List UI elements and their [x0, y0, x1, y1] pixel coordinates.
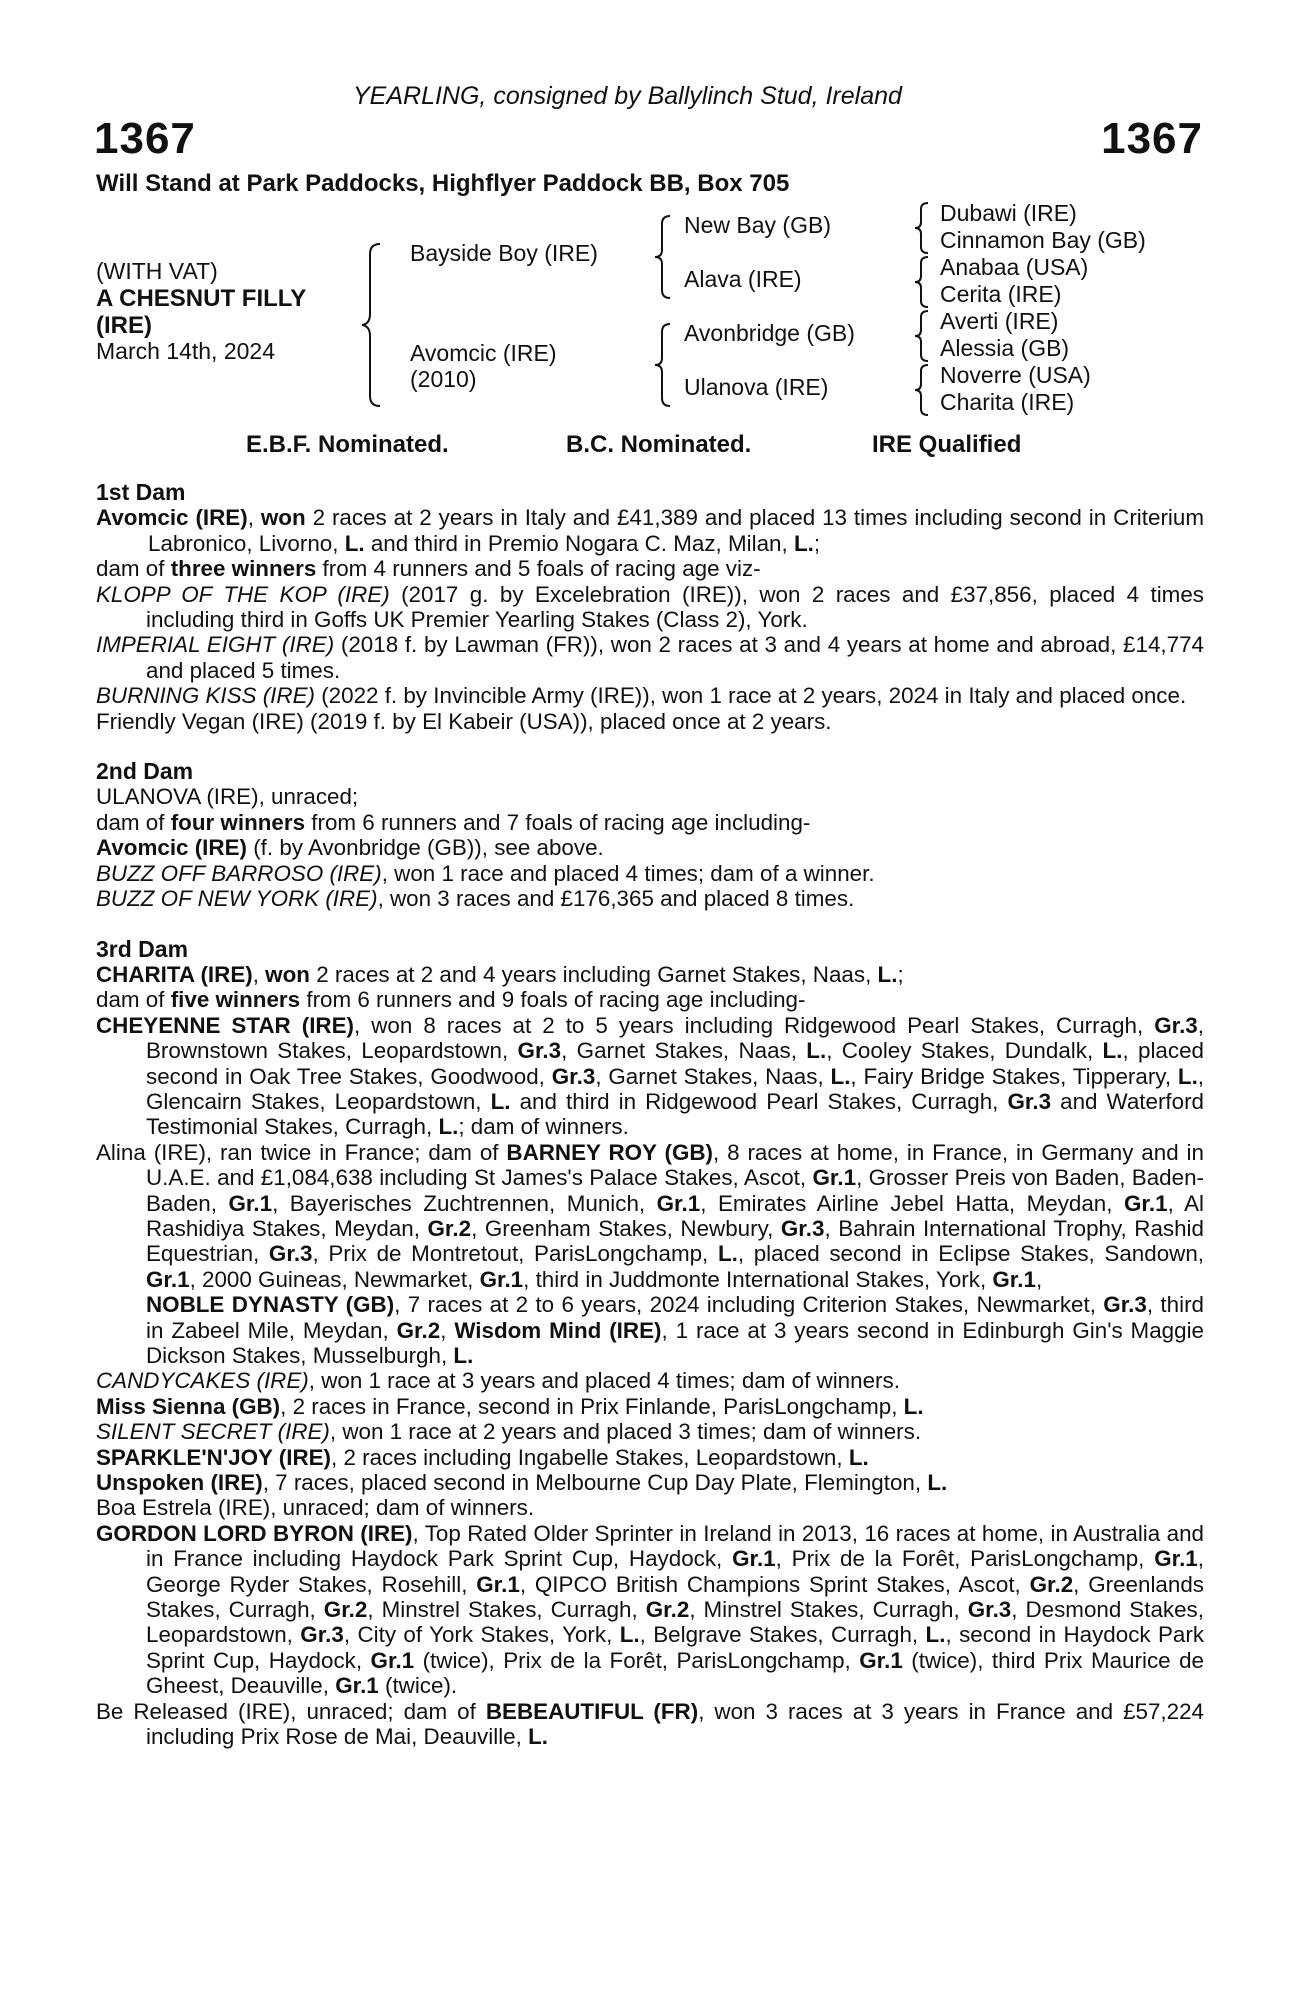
ebf-nomination: E.B.F. Nominated.	[246, 431, 449, 458]
lot-number-right: 1367	[1101, 114, 1203, 163]
pedigree-brace-g3-4	[912, 362, 934, 418]
first-dam-produce-summary: dam of three winners from 4 runners and 5 foals of racing age viz-	[96, 556, 761, 582]
produce-friendly-vegan: Friendly Vegan (IRE) (2019 f. by El Kabeir (USA)), placed once at 2 years.	[96, 708, 832, 734]
third-dam-produce-summary: dam of five winners from 6 runners and 9 foals of racing age including-	[96, 987, 806, 1013]
subject-dob: March 14th, 2024	[96, 338, 276, 364]
third-dam-record: CHARITA (IRE), won 2 races at 2 and 4 years including Garnet Stakes, Naas, L.;	[96, 961, 904, 987]
produce-gordon-lord-byron: GORDON LORD BYRON (IRE), Top Rated Older Sprinter in Ireland in 2013, 16 races at home, in Australia and in France including Haydock Park Sprint Cup, Haydock, Gr.1, Prix de la Forêt, ParisLongchamp, Gr.1, George Ryder Stakes, Rosehill, Gr.1, QIPCO British Champions Sprint Stakes, Ascot, Gr.2, Greenlands Stakes, Curragh, Gr.2, Minstrel Stakes, Curragh, Gr.2, Minstrel Stakes, Curragh, Gr.3, Desmond Stakes, Leopardstown, Gr.3, City of York Stakes, York, L., Belgrave Stakes, Curragh, L., second in Haydock Park Sprint Cup, Haydock, Gr.1 (twice), Prix de la Forêt, ParisLongchamp, Gr.1 (twice), third Prix Maurice de Gheest, Deauville, Gr.1 (twice).	[96, 1520, 1205, 1699]
vat-note: (WITH VAT)	[96, 258, 218, 284]
third-dam-heading: 3rd Dam	[96, 935, 189, 962]
produce-buzz-off-barroso: BUZZ OFF BARROSO (IRE), won 1 race and placed 4 times; dam of a winner.	[96, 860, 875, 886]
first-dam-heading: 1st Dam	[96, 479, 186, 505]
dam-sire-sire: Averti (IRE)	[940, 308, 1059, 334]
catalogue-body	[96, 480, 1204, 1750]
dam-sire-dam: Alessia (GB)	[940, 335, 1070, 361]
second-dam-heading: 2nd Dam	[96, 758, 194, 785]
pedigree-brace-g3-2	[912, 254, 934, 310]
produce-boa-estrela: Boa Estrela (IRE), unraced; dam of winners.	[96, 1495, 535, 1521]
pedigree-brace-sire	[652, 212, 676, 302]
sire-sire-sire: Dubawi (IRE)	[940, 200, 1077, 226]
sire-dam: Alava (IRE)	[684, 266, 802, 292]
dam-dam-dam: Charita (IRE)	[940, 389, 1075, 415]
produce-alina: Alina (IRE), ran twice in France; dam of BARNEY ROY (GB), 8 races at home, in France, in Germany and in U.A.E. and £1,084,638 including St James's Palace Stakes, Ascot, Gr.1, Grosser Preis von Baden, Baden-Baden, Gr.1, Bayerisches Zuchtrennen, Munich, Gr.1, Emirates Airline Jebel Hatta, Meydan, Gr.1, Al Rashidiya Stakes, Meydan, Gr.2, Greenham Stakes, Newbury, Gr.3, Bahrain International Trophy, Rashid Equestrian, Gr.3, Prix de Montretout, ParisLongchamp, L., placed second in Eclipse Stakes, Sandown, Gr.1, 2000 Guineas, Newmarket, Gr.1, third in Juddmonte International Stakes, York, Gr.1, NOBLE DYNASTY (GB), 7 races at 2 to 6 years, 2024 including Criterion Stakes, Newmarket, Gr.3, third in Zabeel Mile, Meydan, Gr.2, Wisdom Mind (IRE), 1 race at 3 years second in Edinburgh Gin's Maggie Dickson Stakes, Musselburgh, L.	[96, 1139, 1205, 1368]
produce-klopp: KLOPP OF THE KOP (IRE) (2017 g. by Excelebration (IRE)), won 2 races and £37,856, placed 4 times including third in Goffs UK Premier Yearling Stakes (Class 2), York.	[96, 581, 1204, 633]
dam: Avomcic (IRE)	[410, 340, 557, 366]
pedigree-brace-g3-1	[912, 200, 934, 256]
sire: Bayside Boy (IRE)	[410, 240, 598, 266]
dam-sire: Avonbridge (GB)	[684, 320, 855, 346]
produce-be-released: Be Released (IRE), unraced; dam of BEBEAUTIFUL (FR), won 3 races at 3 years in France and £57,224 including Prix Rose de Mai, Deauville, L.	[96, 1698, 1205, 1750]
pedigree-brace-main	[360, 240, 390, 410]
produce-imperial-eight: IMPERIAL EIGHT (IRE) (2018 f. by Lawman (FR)), won 2 races at 3 and 4 years at home and abroad, £14,774 and placed 5 times.	[96, 632, 1204, 683]
dam-dam: Ulanova (IRE)	[684, 374, 829, 400]
produce-candycakes: CANDYCAKES (IRE), won 1 race at 3 years and placed 4 times; dam of winners.	[96, 1368, 900, 1394]
lot-number: 1367	[94, 114, 196, 163]
subject-title-2: (IRE)	[96, 312, 152, 339]
sire-dam-sire: Anabaa (USA)	[940, 254, 1089, 280]
produce-miss-sienna: Miss Sienna (GB), 2 races in France, second in Prix Finlande, ParisLongchamp, L.	[96, 1393, 924, 1419]
second-dam-record: ULANOVA (IRE), unraced;	[96, 784, 359, 810]
produce-sparkle-n-joy: SPARKLE'N'JOY (IRE), 2 races including Ingabelle Stakes, Leopardstown, L.	[96, 1444, 869, 1470]
dam-dam-sire: Noverre (USA)	[940, 362, 1091, 388]
bc-nomination: B.C. Nominated.	[566, 431, 752, 458]
first-dam-record: Avomcic (IRE), won 2 races at 2 years in Italy and £41,389 and placed 13 times including second in Criterium Labronico, Livorno, L. and third in Premio Nogara C. Maz, Milan, L.;	[96, 505, 1204, 556]
subject-title: A CHESNUT FILLY	[96, 285, 307, 312]
second-dam-produce-summary: dam of four winners from 6 runners and 7 foals of racing age including-	[96, 809, 811, 835]
produce-silent-secret: SILENT SECRET (IRE), won 1 race at 2 years and placed 3 times; dam of winners.	[96, 1419, 922, 1445]
consignment-line: YEARLING, consigned by Ballylinch Stud, Ireland	[353, 82, 902, 110]
stand-location: Will Stand at Park Paddocks, Highflyer Paddock BB, Box 705	[96, 170, 790, 197]
pedigree-brace-dam	[652, 320, 676, 410]
pedigree-brace-g3-3	[912, 308, 934, 364]
produce-cheyenne-star: CHEYENNE STAR (IRE), won 8 races at 2 to 5 years including Ridgewood Pearl Stakes, Curragh, Gr.3, Brownstown Stakes, Leopardstown, Gr.3, Garnet Stakes, Naas, L., Cooley Stakes, Dundalk, L., placed second in Oak Tree Stakes, Goodwood, Gr.3, Garnet Stakes, Naas, L., Fairy Bridge Stakes, Tipperary, L., Glencairn Stakes, Leopardstown, L. and third in Ridgewood Pearl Stakes, Curragh, Gr.3 and Waterford Testimonial Stakes, Curragh, L.; dam of winners.	[96, 1012, 1205, 1140]
ire-qualified: IRE Qualified	[872, 431, 1022, 458]
produce-burning-kiss: BURNING KISS (IRE) (2022 f. by Invincible Army (IRE)), won 1 race at 2 years, 2024 in Italy and placed once.	[96, 683, 1187, 709]
sire-sire: New Bay (GB)	[684, 212, 831, 238]
sire-dam-dam: Cerita (IRE)	[940, 281, 1062, 307]
produce-avomcic: Avomcic (IRE) (f. by Avonbridge (GB)), see above.	[96, 835, 604, 861]
dam-year: (2010)	[410, 366, 477, 392]
produce-buzz-of-new-york: BUZZ OF NEW YORK (IRE), won 3 races and £176,365 and placed 8 times.	[96, 886, 855, 912]
sire-sire-dam: Cinnamon Bay (GB)	[940, 227, 1146, 253]
produce-unspoken: Unspoken (IRE), 7 races, placed second in Melbourne Cup Day Plate, Flemington, L.	[96, 1470, 948, 1496]
